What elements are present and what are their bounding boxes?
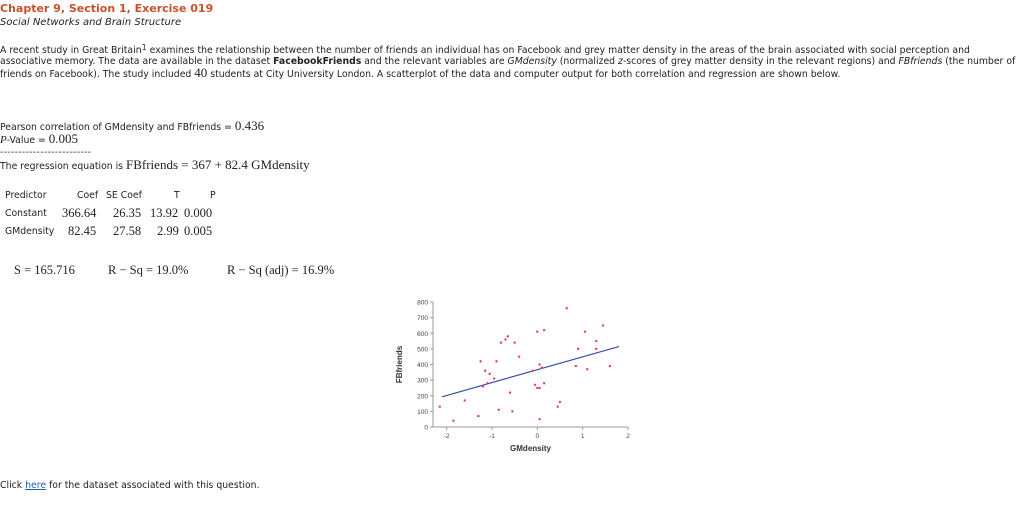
data-point: [532, 370, 534, 372]
row-constant-predictor: Constant: [5, 208, 47, 219]
data-point: [498, 409, 500, 411]
x-tick-label: 0: [535, 433, 540, 440]
data-point: [538, 387, 540, 389]
th-p: P: [210, 190, 216, 201]
row-constant-p: 0.000: [184, 206, 213, 220]
data-point: [538, 363, 540, 365]
data-point: [584, 330, 586, 332]
data-point: [452, 420, 454, 422]
data-point: [534, 384, 536, 386]
y-tick-label: 600: [417, 330, 428, 338]
row-constant-t: 13.92: [150, 206, 179, 220]
dataset-link[interactable]: here: [25, 480, 47, 491]
data-point: [543, 329, 545, 331]
x-tick-label: -1: [489, 433, 495, 440]
row-gmdensity-predictor: GMdensity: [5, 226, 55, 237]
data-point: [513, 341, 515, 343]
data-point: [493, 377, 495, 379]
y-tick-label: 400: [417, 362, 428, 369]
rsq-adj-statistic: R − Sq (adj) = 16.9%: [227, 263, 335, 277]
separator: -------------------------: [0, 147, 92, 158]
data-point: [439, 405, 441, 407]
row-gmdensity-coef: 82.45: [68, 224, 97, 238]
th-secoef: SE Coef: [106, 190, 142, 201]
y-tick-label: 700: [417, 315, 428, 323]
dataset-name: FacebookFriends: [273, 56, 362, 67]
x-tick-label: -2: [443, 433, 450, 440]
s-statistic: S = 165.716: [14, 263, 75, 277]
exercise-title: Chapter 9, Section 1, Exercise 019: [0, 2, 214, 15]
data-point: [479, 360, 481, 362]
data-point: [464, 399, 466, 401]
th-predictor: Predictor: [5, 190, 47, 201]
data-point: [595, 340, 597, 342]
x-axis-label: GMdensity: [510, 444, 551, 453]
data-point: [559, 401, 561, 403]
data-point: [477, 415, 479, 417]
data-point: [488, 373, 490, 375]
regression-line-text: The regression equation is FBfriends = 367 + 82.4 GMdensity: [0, 157, 310, 172]
correlation-line: Pearson correlation of GMdensity and FBfriends = 0.436: [0, 118, 265, 133]
data-point: [538, 418, 540, 420]
data-point: [566, 307, 568, 309]
dataset-link-line: Click here for the dataset associated with this question.: [0, 480, 260, 491]
data-points: [439, 307, 611, 422]
row-gmdensity-p: 0.005: [184, 224, 213, 238]
data-point: [541, 366, 543, 368]
row-gmdensity-se: 27.58: [113, 224, 142, 238]
y-tick-label: 800: [417, 299, 428, 307]
data-point: [609, 365, 611, 367]
data-point: [500, 341, 502, 343]
data-point: [543, 382, 545, 384]
data-point: [557, 405, 559, 407]
footnote-marker[interactable]: 1: [141, 43, 147, 52]
data-point: [536, 330, 538, 332]
y-tick-label: 500: [417, 346, 428, 354]
y-axis-label: FBfriends: [395, 345, 404, 384]
y-ticks: [417, 300, 433, 432]
y-tick-label: 200: [417, 393, 428, 401]
pvalue-line: P-Value = 0.005: [0, 131, 79, 146]
row-constant-coef: 366.64: [62, 206, 97, 220]
x-tick-label: 2: [626, 433, 630, 440]
data-point: [504, 338, 506, 340]
th-coef: Coef: [77, 190, 99, 201]
row-constant-se: 26.35: [113, 206, 142, 220]
data-point: [486, 382, 488, 384]
data-point: [482, 385, 484, 387]
data-point: [536, 387, 538, 389]
y-tick-label: 100: [417, 408, 428, 416]
data-point: [511, 410, 513, 412]
y-tick-label: 0: [424, 424, 428, 432]
y-tick-label: 300: [417, 377, 428, 385]
data-point: [495, 360, 497, 362]
data-point: [484, 370, 486, 372]
exercise-subtitle: Social Networks and Brain Structure: [0, 17, 182, 28]
x-tick-label: 1: [580, 433, 585, 440]
data-point: [509, 391, 511, 393]
data-point: [575, 365, 577, 367]
data-point: [586, 368, 588, 370]
rsq-statistic: R − Sq = 19.0%: [108, 263, 189, 277]
data-point: [595, 348, 597, 350]
problem-text: A recent study in Great Britain$^1$ examines the relationship between the number of friends an individual has on Facebook and grey matter density in the areas of the brain associated with social perception and associative memory. The data are available in the dataset FacebookFriends and the relevant variables are GMdensity (normalized z-scores of grey matter density in the relevant regions) and FBfriends (the number of friends on Facebook). The study included 40 students at City University London. A scatterplot of the data and computer output for both correlation and regression are shown below.: [0, 43, 1016, 80]
scatterplot: [388, 290, 648, 460]
data-point: [518, 355, 520, 357]
row-gmdensity-t: 2.99: [157, 224, 179, 238]
th-t: T: [174, 190, 180, 201]
regression-line: [442, 347, 619, 397]
data-point: [602, 324, 604, 326]
data-point: [507, 335, 509, 337]
x-ticks: [444, 427, 630, 440]
data-point: [577, 348, 579, 350]
